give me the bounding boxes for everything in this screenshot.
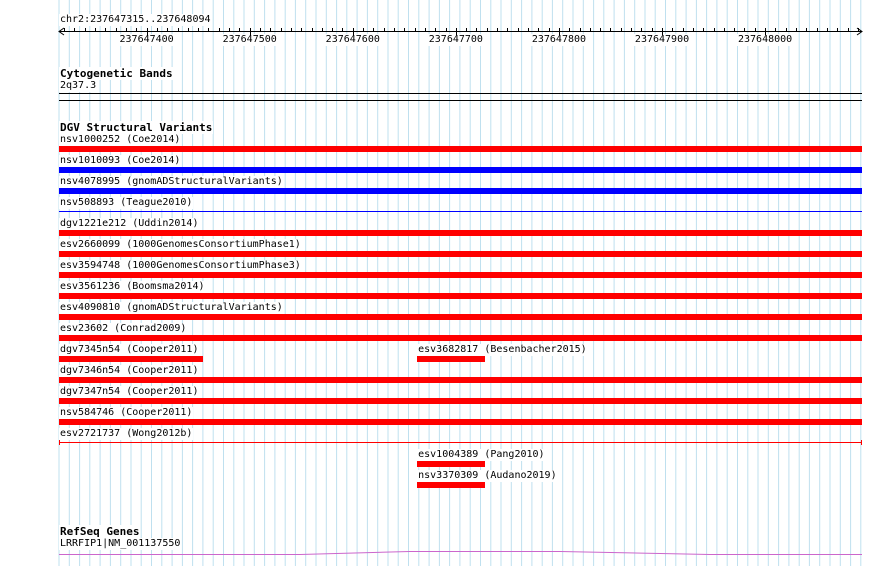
- ruler-tick-label: 237647700: [428, 34, 483, 45]
- cytoband-bar-bottom: [59, 100, 862, 101]
- ruler-tick-label: 237648000: [738, 34, 793, 45]
- coordinate-readout: chr2:237647315..237648094: [60, 14, 211, 25]
- dgv-feature-label[interactable]: nsv3370309 (Audano2019): [418, 470, 557, 481]
- dgv-feature-bar[interactable]: [417, 482, 485, 488]
- dgv-feature-label[interactable]: nsv4078995 (gnomADStructuralVariants): [60, 176, 283, 187]
- dgv-feature-bar[interactable]: [59, 398, 862, 404]
- dgv-feature-label[interactable]: esv2721737 (Wong2012b): [60, 428, 193, 439]
- refseq-gene-label[interactable]: LRRFIP1|NM_001137550: [60, 538, 181, 549]
- dgv-feature-label[interactable]: esv4090810 (gnomADStructuralVariants): [60, 302, 283, 313]
- dgv-feature-bar[interactable]: [59, 419, 862, 425]
- dgv-feature-bar[interactable]: [59, 211, 862, 212]
- dgv-feature-label[interactable]: esv2660099 (1000GenomesConsortiumPhase1): [60, 239, 301, 250]
- dgv-feature-label[interactable]: dgv1221e212 (Uddin2014): [60, 218, 199, 229]
- cytoband-bar-top: [59, 93, 862, 94]
- cytoband-label[interactable]: 2q37.3: [60, 80, 97, 91]
- ruler-tick-label: 237647600: [325, 34, 380, 45]
- dgv-feature-bar[interactable]: [59, 188, 862, 194]
- ruler-tick-label: 237647500: [222, 34, 277, 45]
- dgv-feature-label[interactable]: esv3682817 (Besenbacher2015): [418, 344, 587, 355]
- dgv-feature-bar[interactable]: [59, 272, 862, 278]
- dgv-feature-bar[interactable]: [59, 335, 862, 341]
- dgv-feature-bar[interactable]: [59, 146, 862, 152]
- dgv-feature-end-cap: [861, 440, 862, 445]
- dgv-feature-label[interactable]: dgv7347n54 (Cooper2011): [60, 386, 199, 397]
- refseq-track-title[interactable]: RefSeq Genes: [60, 525, 140, 538]
- dgv-feature-label[interactable]: dgv7345n54 (Cooper2011): [60, 344, 199, 355]
- dgv-feature-label[interactable]: esv3561236 (Boomsma2014): [60, 281, 205, 292]
- dgv-feature-bar[interactable]: [59, 167, 862, 173]
- dgv-feature-label[interactable]: esv23602 (Conrad2009): [60, 323, 187, 334]
- dgv-feature-bar[interactable]: [59, 293, 862, 299]
- cytoband-track-title[interactable]: Cytogenetic Bands: [60, 67, 173, 80]
- dgv-track-title[interactable]: DGV Structural Variants: [60, 121, 213, 134]
- dgv-feature-bar[interactable]: [417, 356, 485, 362]
- ruler-tick-label: 237647400: [119, 34, 174, 45]
- dgv-feature-bar[interactable]: [59, 314, 862, 320]
- dgv-feature-end-cap: [59, 440, 60, 445]
- dgv-feature-bar[interactable]: [417, 461, 485, 467]
- dgv-feature-label[interactable]: dgv7346n54 (Cooper2011): [60, 365, 199, 376]
- dgv-feature-label[interactable]: nsv584746 (Cooper2011): [60, 407, 193, 418]
- dgv-feature-label[interactable]: esv3594748 (1000GenomesConsortiumPhase3): [60, 260, 301, 271]
- dgv-feature-bar[interactable]: [59, 251, 862, 257]
- dgv-feature-bar[interactable]: [59, 442, 862, 443]
- dgv-feature-label[interactable]: nsv508893 (Teague2010): [60, 197, 193, 208]
- dgv-feature-bar[interactable]: [59, 356, 203, 362]
- dgv-feature-label[interactable]: nsv1000252 (Coe2014): [60, 134, 181, 145]
- dgv-feature-label[interactable]: nsv1010093 (Coe2014): [60, 155, 181, 166]
- dgv-feature-bar[interactable]: [59, 230, 862, 236]
- ruler-tick-label: 237647800: [531, 34, 587, 45]
- ruler-tick-label: 237647900: [634, 34, 690, 45]
- dgv-feature-label[interactable]: esv1004389 (Pang2010): [418, 449, 545, 460]
- dgv-feature-bar[interactable]: [59, 377, 862, 383]
